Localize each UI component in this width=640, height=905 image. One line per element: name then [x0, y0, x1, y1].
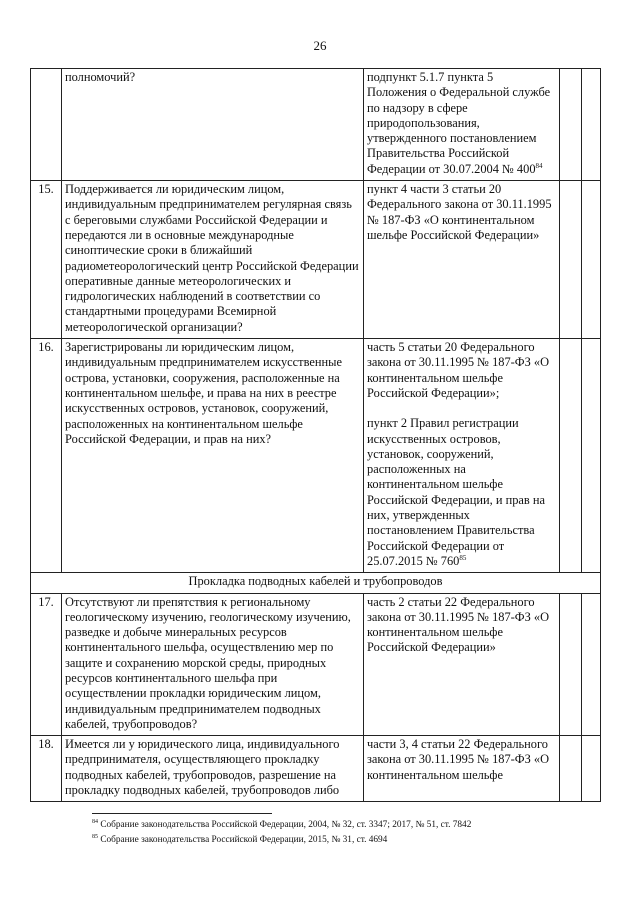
footnote-text: Собрание законодательства Российской Федерации, 2004, № 32, ст. 3347; 2017, № 51, ст. 7842	[100, 820, 472, 830]
answer-cell	[560, 736, 582, 802]
section-title: Прокладка подводных кабелей и трубопроводов	[31, 573, 601, 593]
answer-cell	[560, 69, 582, 181]
page-number: 26	[313, 38, 327, 53]
legal-reference-cell	[364, 181, 560, 339]
legal-reference-text: подпункт 5.1.7 пункта 5 Положения о Федеральной службе по надзору в сфере природопользования, утвержденного постановлением Правительства Российской Федерации от 30.07.2004 № 400	[367, 70, 551, 176]
legal-reference	[367, 340, 556, 401]
row-number: 17.	[31, 593, 62, 736]
footnote-mark: 85	[459, 553, 467, 562]
footnote	[92, 818, 612, 833]
footnote-number: 85	[92, 833, 98, 840]
section-row	[31, 573, 601, 593]
legal-reference-cell	[364, 69, 560, 181]
footnotes	[92, 818, 612, 848]
row-number: 15.	[31, 181, 62, 339]
note-cell	[582, 69, 601, 181]
table-row	[31, 736, 601, 802]
note-cell	[582, 339, 601, 573]
footnote-divider	[92, 813, 272, 814]
answer-cell	[560, 181, 582, 339]
legal-reference-text: пункт 4 части 3 статьи 20 Федерального закона от 30.11.1995 № 187-ФЗ «О континентальном шельфе Российской Федерации»	[367, 182, 552, 242]
question-cell: Отсутствуют ли препятствия к региональному геологическому изучению, геологическому изучению, разведке и добыче минеральных ресурсов континентального шельфа, осуществлению мер по защите и сохранению морской среды, природных ресурсов континентального шельфа при осуществлении прокладки юридическим лицом, индивидуальным предпринимателем подводных кабелей, трубопроводов?	[62, 593, 364, 736]
question-cell: Имеется ли у юридического лица, индивидуального предпринимателя, осуществляющего прокладку подводных кабелей, трубопроводов, разрешение на прокладку подводных кабелей, трубопроводов либо	[62, 736, 364, 802]
legal-reference	[367, 70, 556, 177]
question-cell: полномочий?	[62, 69, 364, 181]
row-number	[31, 69, 62, 181]
legal-reference-cell	[364, 593, 560, 736]
legal-reference	[367, 595, 556, 656]
table-row	[31, 593, 601, 736]
row-number: 18.	[31, 736, 62, 802]
legal-reference	[367, 737, 556, 783]
checklist-rows-2	[31, 593, 601, 802]
legal-reference-text: части 3, 4 статьи 22 Федерального закона от 30.11.1995 № 187-ФЗ «О континентальном шельфе	[367, 737, 550, 782]
footnote	[92, 833, 612, 848]
table-row	[31, 69, 601, 181]
legal-reference-cell	[364, 339, 560, 573]
footnote-number: 84	[92, 818, 98, 825]
note-cell	[582, 181, 601, 339]
legal-reference	[367, 182, 556, 243]
note-cell	[582, 736, 601, 802]
table-row	[31, 339, 601, 573]
checklist-rows	[31, 69, 601, 573]
paragraph-gap	[367, 401, 556, 416]
table-row	[31, 181, 601, 339]
legal-reference-text: часть 5 статьи 20 Федерального закона от 30.11.1995 № 187-ФЗ «О континентальном шельфе Российской Федерации»;	[367, 340, 550, 400]
checklist-table	[30, 68, 601, 802]
row-number: 16.	[31, 339, 62, 573]
legal-reference-cell	[364, 736, 560, 802]
answer-cell	[560, 339, 582, 573]
legal-reference-text: пункт 2 Правил регистрации искусственных островов, установок, сооружений, расположенных на континентальном шельфе Российской Федерации, и прав на них, утвержденных постановлением Правительства Российской Федерации от 25.07.2015 № 760	[367, 416, 546, 568]
question-cell: Зарегистрированы ли юридическим лицом, индивидуальным предпринимателем искусственные острова, установки, сооружения, расположенные на континентальном шельфе, и права на них в реестре искусственных островов, установок, сооружений, расположенных на континентальном шельфе Российской Федерации, и прав на них?	[62, 339, 364, 573]
footnote-mark: 84	[535, 161, 543, 170]
answer-cell	[560, 593, 582, 736]
note-cell	[582, 593, 601, 736]
footnote-text: Собрание законодательства Российской Федерации, 2015, № 31, ст. 4694	[100, 835, 388, 845]
legal-reference-text: часть 2 статьи 22 Федерального закона от 30.11.1995 № 187-ФЗ «О континентальном шельфе Российской Федерации»	[367, 594, 550, 655]
question-cell: Поддерживается ли юридическим лицом, индивидуальным предпринимателем регулярная связь с береговыми службами Российской Федерации и передаются ли в основные международные синоптические сроки в ближайший радиометеорологический центр Российской Федерации оперативные данные метеорологических и гидрологических наблюдений в соответствии со стандартными процедурами Всемирной метеорологической организации?	[62, 181, 364, 339]
legal-reference	[367, 416, 556, 569]
